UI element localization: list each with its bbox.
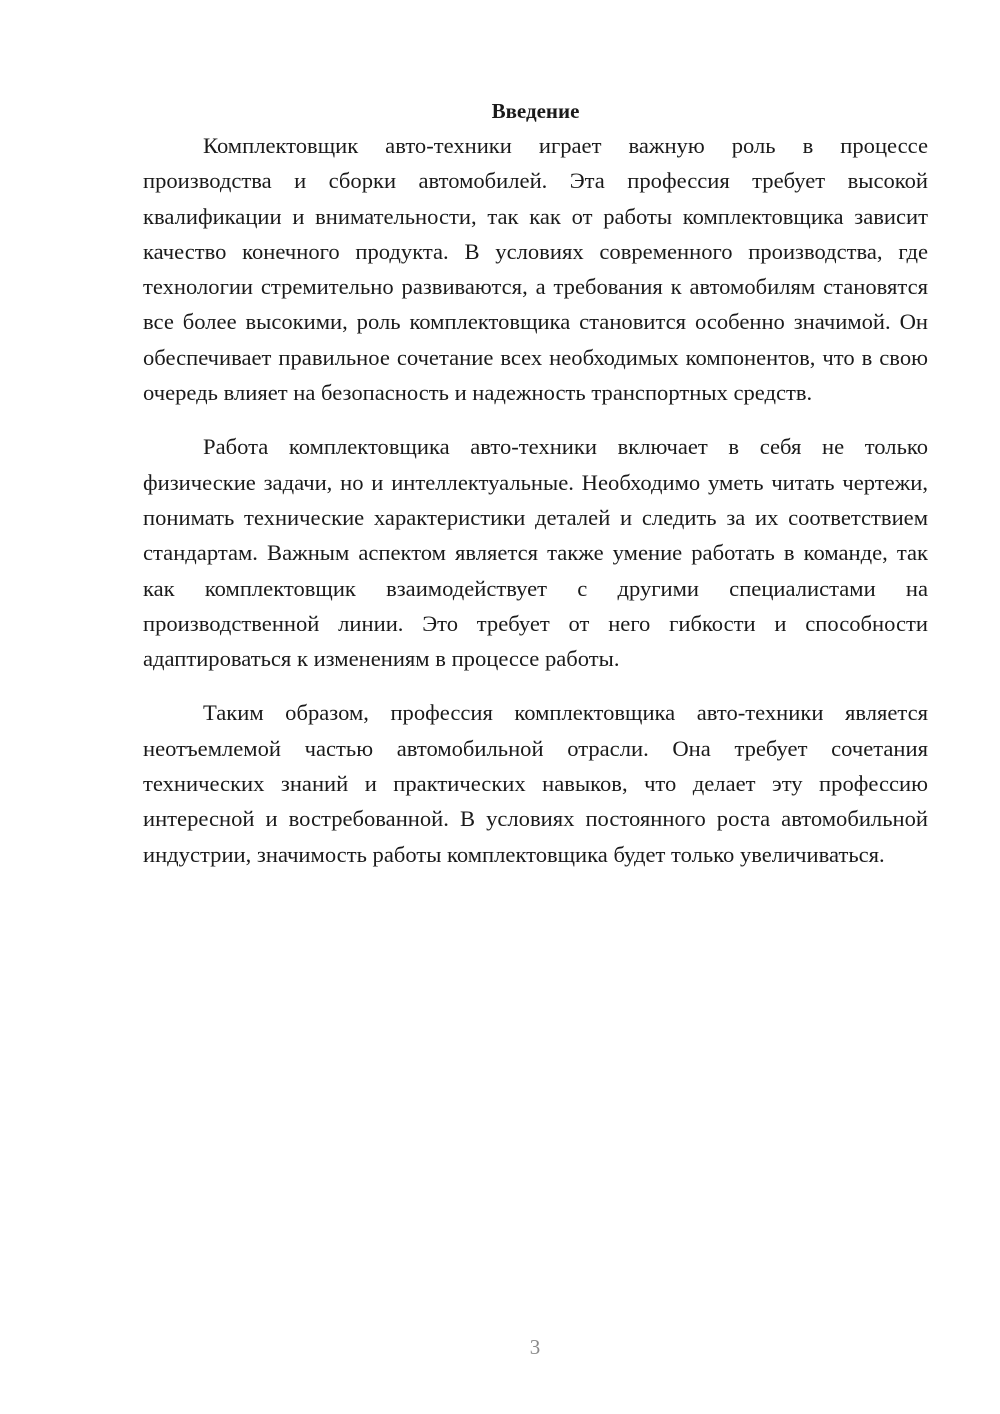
paragraph-3: Таким образом, профессия комплектовщика авто-техники является неотъемлемой частью автомобильной отрасли. Она требует сочетания технических знаний и практических навыков, что делает эту профессию интересной и востребованной. В условиях постоянного роста автомобильной индустрии, значимость работы комплектовщика будет только увеличиваться. bbox=[143, 700, 928, 867]
paragraph-1: Комплектовщик авто-техники играет важную роль в процессе производства и сборки автомобилей. Эта профессия требует высокой квалификации и внимательности, так как от работы комплектовщика зависит качество конечного продукта. В условиях современного производства, где технологии стремительно развиваются, а требования к автомобилям становятся все более высокими, роль комплектовщика становится особенно значимой. Он обеспечивает правильное сочетание всех необходимых компонентов, что в свою очередь влияет на безопасность и надежность транспортных средств. bbox=[143, 133, 928, 406]
page-number: 3 bbox=[529, 1335, 541, 1359]
page-content bbox=[143, 94, 928, 872]
paragraph-2: Работа комплектовщика авто-техники включает в себя не только физические задачи, но и интеллектуальные. Необходимо уметь читать чертежи, понимать технические характеристики деталей и следить за их соответствием стандартам. Важным аспектом является также умение работать в команде, так как комплектовщик взаимодействует с другими специалистами на производственной линии. Это требует от него гибкости и способности адаптироваться к изменениям в процессе работы. bbox=[143, 434, 928, 672]
section-title: Введение bbox=[491, 99, 580, 123]
